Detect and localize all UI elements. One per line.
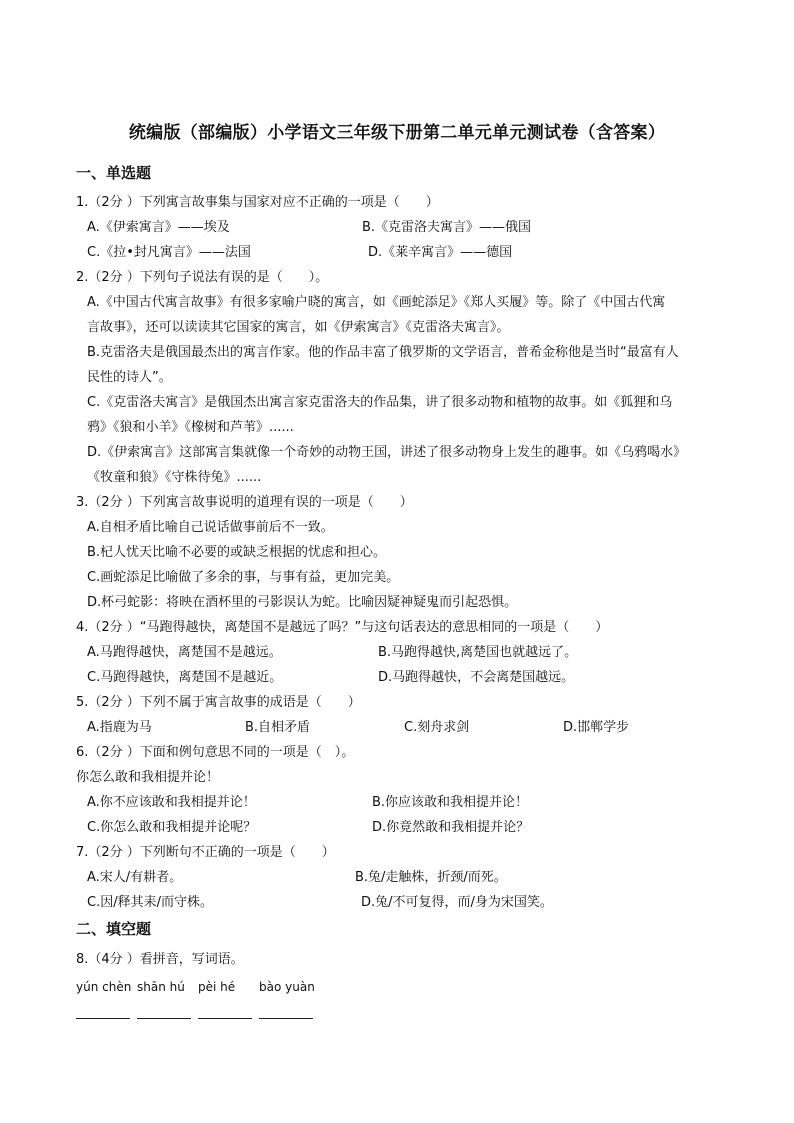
question-6-option-a: A.你不应该敢和我相提并论！ [87, 795, 256, 810]
question-2-option-a-line2: 言故事》，还可以读读其它国家的寓言，如《伊索寓言》《克雷洛夫寓言》。 [87, 320, 510, 335]
question-6-option-b: B.你应该敢和我相提并论！ [372, 795, 529, 810]
question-7-option-d: D.兔/不可复得，而/身为宋国笑。 [361, 895, 553, 910]
question-5-stem: 5.（2分 ）下列不属于寓言故事的成语是（ ） [76, 695, 361, 710]
question-3-option-c: C.画蛇添足比喻做了多余的事，与事有益，更加完美。 [87, 570, 400, 585]
question-4-option-d: D.马跑得越快，不会离楚国越远。 [378, 670, 575, 685]
question-1-option-c: C.《拉•封凡寓言》——法国 [87, 245, 251, 260]
question-4-option-a: A.马跑得越快，离楚国不是越远。 [87, 645, 282, 660]
question-5-option-c: C.刻舟求剑 [404, 720, 470, 735]
question-4-stem: 4.（2分 ）“马跑得越快，离楚国不是越远了吗？”与这句话表达的意思相同的一项是（ ） [76, 620, 609, 635]
question-2-option-c-line1: C.《克雷洛夫寓言》是俄国杰出寓言家克雷洛夫的作品集，讲了很多动物和植物的故事。如《狐狸和乌 [87, 395, 673, 410]
question-6-example: 你怎么敢和我相提并论！ [76, 770, 220, 785]
question-1-option-a: A.《伊索寓言》——埃及 [87, 220, 230, 235]
question-4-option-c: C.马跑得越快，离楚国不是越近。 [87, 670, 283, 685]
question-5-option-b: B.自相矛盾 [245, 720, 311, 735]
pinyin-3: pèi hé [198, 980, 236, 994]
pinyin-4: bào yuàn [259, 980, 315, 994]
question-2-option-b-line2: 民性的诗人”。 [87, 370, 172, 385]
question-3-option-d: D.杯弓蛇影：将映在酒杯里的弓影误认为蛇。比喻因疑神疑鬼而引起恐惧。 [87, 595, 518, 610]
pinyin-1: yún chèn [76, 980, 132, 994]
question-7-option-b: B.兔/走触株，折颈/而死。 [355, 870, 507, 885]
section-heading-fill-blank: 二、填空题 [76, 920, 152, 938]
question-1-stem: 1.（2分 ）下列寓言故事集与国家对应不正确的一项是（ ） [76, 195, 439, 210]
question-2-option-a-line1: A.《中国古代寓言故事》有很多家喻户晓的寓言，如《画蛇添足》《郑人买履》等。除了《中国古代寓 [87, 295, 666, 310]
answer-blank-1[interactable] [76, 1018, 130, 1019]
question-5-option-a: A.指鹿为马 [87, 720, 152, 735]
question-3-option-b: B.杞人忧天比喻不必要的或缺乏根据的忧虑和担心。 [87, 545, 387, 560]
question-2-option-b-line1: B.克雷洛夫是俄国最杰出的寓言作家。他的作品丰富了俄罗斯的文学语言，普希金称他是当时“最富有人 [87, 345, 679, 360]
question-3-stem: 3.（2分 ）下列寓言故事说明的道理有误的一项是（ ） [76, 495, 413, 510]
answer-blank-2[interactable] [137, 1018, 191, 1019]
question-7-stem: 7.（2分 ）下列断句不正确的一项是（ ） [76, 845, 335, 860]
question-6-option-c: C.你怎么敢和我相提并论呢？ [87, 820, 257, 835]
question-6-option-d: D.你竟然敢和我相提并论？ [372, 820, 530, 835]
page-title: 统编版（部编版）小学语文三年级下册第二单元单元测试卷（含答案） [128, 123, 666, 143]
question-4-option-b: B.马跑得越快,离楚国也就越远了。 [378, 645, 578, 660]
section-heading-single-choice: 一、单选题 [76, 164, 152, 182]
question-1-option-d: D.《莱辛寓言》——德国 [368, 245, 513, 260]
pinyin-2: shān hú [137, 980, 185, 994]
answer-blank-3[interactable] [198, 1018, 252, 1019]
question-2-option-c-line2: 鸦》《狼和小羊》《橡树和芦苇》...... [87, 420, 294, 435]
question-2-stem: 2.（2分 ）下列句子说法有误的是（ ）。 [76, 270, 329, 285]
question-6-stem: 6.（2分 ）下面和例句意思不同的一项是（ ）。 [76, 745, 355, 760]
question-8-stem: 8.（4分 ）看拼音，写词语。 [76, 952, 244, 967]
question-2-option-d-line1: D.《伊索寓言》这部寓言集就像一个奇妙的动物王国，讲述了很多动物身上发生的趣事。如《乌鸦喝水》 [87, 445, 687, 460]
question-5-option-d: D.邯郸学步 [563, 720, 630, 735]
question-7-option-a: A.宋人/有耕者。 [87, 870, 183, 885]
question-1-option-b: B.《克雷洛夫寓言》——俄国 [362, 220, 532, 235]
question-2-option-d-line2: 《牧童和狼》《守株待兔》...... [87, 470, 262, 485]
question-3-option-a: A.自相矛盾比喻自己说话做事前后不一致。 [87, 520, 334, 535]
answer-blank-4[interactable] [259, 1018, 313, 1019]
question-7-option-c: C.因/释其耒/而守株。 [87, 895, 213, 910]
